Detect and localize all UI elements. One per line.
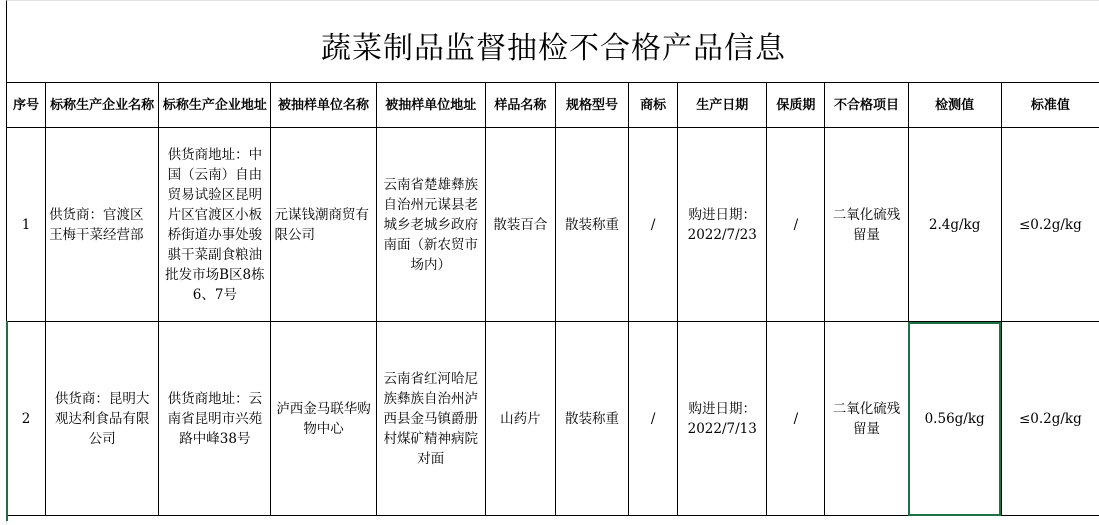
header-sampled-unit[interactable]: 被抽样单位名称 (271, 83, 376, 128)
header-shelf-life[interactable]: 保质期 (767, 83, 825, 128)
cell-company-name[interactable]: 供货商：官渡区王梅干菜经营部 (46, 128, 159, 322)
data-table (6, 82, 1099, 516)
cell-test-value-selected[interactable]: 0.56g/kg (908, 322, 1001, 516)
cell-sampled-addr[interactable]: 云南省红河哈尼族彝族自治州泸西县金马镇爵册村煤矿精神病院对面 (376, 322, 485, 516)
header-row (7, 83, 1099, 128)
header-standard[interactable]: 标准值 (1001, 83, 1099, 128)
cell-shelf-life[interactable]: / (767, 128, 825, 322)
header-company-addr[interactable]: 标称生产企业地址 (159, 83, 271, 128)
cell-fail-item[interactable]: 二氧化硫残留量 (825, 128, 908, 322)
cell-company-addr[interactable]: 供货商地址：中国（云南）自由贸易试验区昆明片区官渡区小板桥街道办事处骏骐干菜副食粮油批发市场B区8栋6、7号 (159, 128, 271, 322)
cell-sampled-addr[interactable]: 云南省楚雄彝族自治州元谋县老城乡老城乡政府南面（新农贸市场内） (376, 128, 485, 322)
cell-company-addr[interactable]: 供货商地址：云南省昆明市兴苑路中峰38号 (159, 322, 271, 516)
cell-prod-date[interactable]: 购进日期：2022/7/23 (678, 128, 767, 322)
cell-shelf-life[interactable]: / (767, 322, 825, 516)
header-sample-name[interactable]: 样品名称 (485, 83, 555, 128)
header-spec[interactable]: 规格型号 (555, 83, 628, 128)
cell-standard[interactable]: ≤0.2g/kg (1001, 322, 1099, 516)
cell-test-value[interactable]: 2.4g/kg (908, 128, 1001, 322)
cell-company-name[interactable]: 供货商：昆明大观达利食品有限公司 (46, 322, 159, 516)
cell-spec[interactable]: 散装称重 (555, 322, 628, 516)
header-sampled-addr[interactable]: 被抽样单位地址 (376, 83, 485, 128)
cell-sampled-unit[interactable]: 泸西金马联华购物中心 (271, 322, 376, 516)
header-fail-item[interactable]: 不合格项目 (825, 83, 908, 128)
cell-prod-date[interactable]: 购进日期：2022/7/13 (678, 322, 767, 516)
cell-sampled-unit[interactable]: 元谋钱潮商贸有限公司 (271, 128, 376, 322)
table-row (7, 128, 1099, 322)
header-prod-date[interactable]: 生产日期 (678, 83, 767, 128)
cell-sample-name[interactable]: 山药片 (485, 322, 555, 516)
cell-standard[interactable]: ≤0.2g/kg (1001, 128, 1099, 322)
cell-seq[interactable]: 1 (7, 128, 46, 322)
title-cell[interactable] (6, 0, 1099, 83)
header-test-value[interactable]: 检测值 (908, 83, 1001, 128)
header-seq[interactable]: 序号 (7, 83, 46, 128)
page-title: 蔬菜制品监督抽检不合格产品信息 (321, 31, 786, 66)
table-row (7, 322, 1099, 516)
selection-indicator (6, 321, 8, 521)
cell-spec[interactable]: 散装称重 (555, 128, 628, 322)
header-company-name[interactable]: 标称生产企业名称 (46, 83, 159, 128)
header-trademark[interactable]: 商标 (629, 83, 678, 128)
cell-trademark[interactable]: / (629, 322, 678, 516)
cell-seq[interactable]: 2 (7, 322, 46, 516)
cell-trademark[interactable]: / (629, 128, 678, 322)
cell-sample-name[interactable]: 散装百合 (485, 128, 555, 322)
cell-fail-item[interactable]: 二氧化硫残留量 (825, 322, 908, 516)
